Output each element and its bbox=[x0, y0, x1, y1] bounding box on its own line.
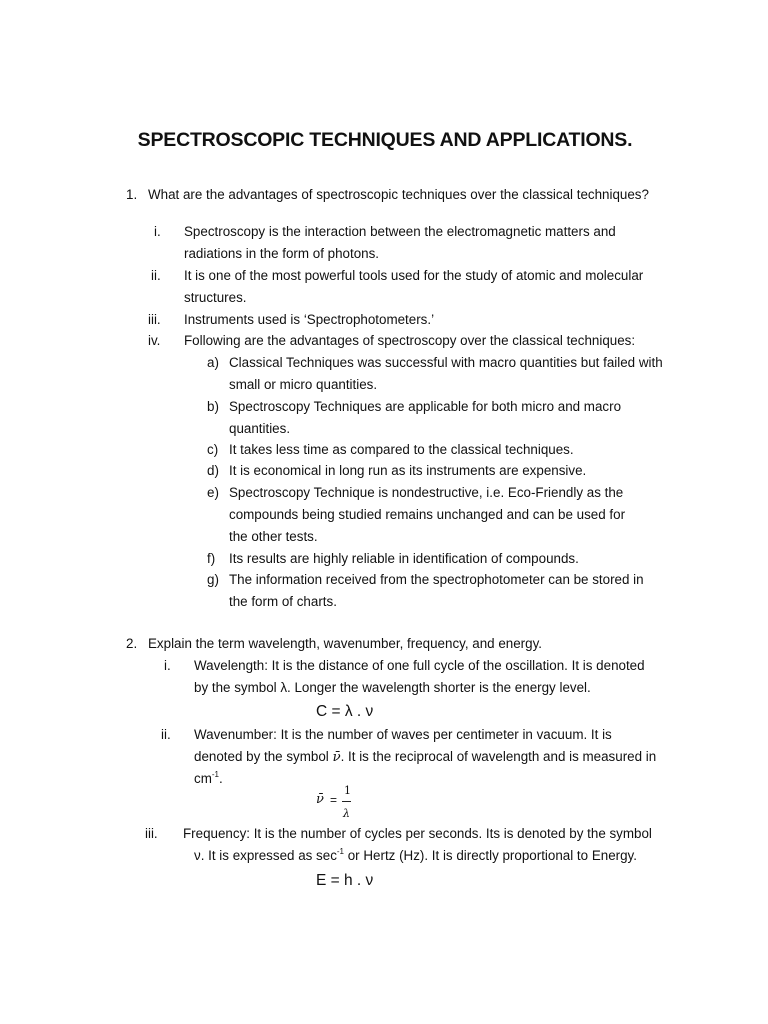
text-fragment: denoted by the symbol bbox=[194, 749, 333, 764]
fraction-denominator: λ bbox=[343, 807, 350, 820]
formula-wavelength: C = λ . ν bbox=[316, 703, 374, 720]
list-marker: iii. bbox=[148, 312, 161, 327]
superscript: -1 bbox=[336, 847, 345, 856]
sub-list-line: the other tests. bbox=[229, 529, 318, 544]
list-item-line bbox=[194, 847, 637, 865]
question-text: What are the advantages of spectroscopic techniques over the classical techniques? bbox=[148, 187, 649, 202]
list-item-line bbox=[194, 748, 656, 767]
list-item-line: Frequency: It is the number of cycles per seconds. Its is denoted by the symbol bbox=[183, 826, 652, 841]
list-marker: i. bbox=[154, 224, 161, 239]
list-item-line: by the symbol λ. Longer the wavelength shorter is the energy level. bbox=[194, 680, 591, 695]
page-title bbox=[0, 129, 768, 152]
sub-list-line: Classical Techniques was successful with macro quantities but failed with bbox=[229, 355, 663, 370]
list-marker: i. bbox=[164, 658, 171, 673]
list-item-line: Instruments used is ‘Spectrophotometers.’ bbox=[184, 312, 435, 327]
sub-list-line: Spectroscopy Techniques are applicable for both micro and macro bbox=[229, 399, 622, 414]
text-fragment: . It is the reciprocal of wavelength and is measured in bbox=[340, 749, 657, 764]
list-marker: ii. bbox=[151, 268, 161, 283]
fraction-bar bbox=[342, 801, 351, 802]
sub-list-marker: e) bbox=[207, 485, 219, 500]
page-title-text: SPECTROSCOPIC TECHNIQUES AND APPLICATIONS. bbox=[137, 129, 633, 151]
list-marker: iii. bbox=[145, 826, 158, 841]
text-fragment: cm bbox=[194, 771, 212, 786]
sub-list-line: quantities. bbox=[229, 421, 291, 436]
list-item-line bbox=[194, 770, 223, 788]
list-item-line: Wavelength: It is the distance of one full cycle of the oscillation. It is denoted bbox=[194, 658, 645, 673]
sub-list-marker: d) bbox=[207, 463, 219, 478]
wavenumber-symbol: ν̄ bbox=[332, 750, 341, 765]
sub-list-line: Its results are highly reliable in identification of compounds. bbox=[229, 551, 579, 566]
list-item-line: structures. bbox=[184, 290, 247, 305]
list-item-line: radiations in the form of photons. bbox=[184, 246, 380, 261]
formula-lhs: ν̄ bbox=[316, 792, 324, 807]
list-marker: iv. bbox=[148, 333, 161, 348]
sub-list-marker: f) bbox=[207, 551, 216, 566]
list-item-line: Following are the advantages of spectroscopy over the classical techniques: bbox=[184, 333, 636, 348]
sub-list-line: the form of charts. bbox=[229, 594, 337, 609]
sub-list-line: compounds being studied remains unchanged and can be used for bbox=[229, 507, 626, 522]
text-fragment: or Hertz (Hz). It is directly proportional to Energy. bbox=[344, 848, 637, 863]
sub-list-line: The information received from the spectrophotometer can be stored in bbox=[229, 572, 644, 587]
formula-energy: E = h . ν bbox=[316, 872, 374, 889]
sub-list-line: Spectroscopy Technique is nondestructive, i.e. Eco-Friendly as the bbox=[229, 485, 624, 500]
sub-list-line: It is economical in long run as its instruments are expensive. bbox=[229, 463, 587, 478]
list-item-line: Wavenumber: It is the number of waves per centimeter in vacuum. It is bbox=[194, 727, 612, 742]
question-number: 1. bbox=[126, 187, 138, 202]
list-marker: ii. bbox=[161, 727, 171, 742]
question-number: 2. bbox=[126, 636, 138, 651]
text-fragment: . bbox=[218, 771, 223, 786]
sub-list-marker: a) bbox=[207, 355, 219, 370]
formula-equals: = bbox=[330, 793, 338, 807]
text-fragment: ν. It is expressed as sec bbox=[194, 848, 337, 863]
question-text: Explain the term wavelength, wavenumber, frequency, and energy. bbox=[148, 636, 543, 651]
list-item-line: It is one of the most powerful tools used for the study of atomic and molecular bbox=[184, 268, 644, 283]
sub-list-marker: g) bbox=[207, 572, 219, 587]
list-item-line: Spectroscopy is the interaction between the electromagnetic matters and bbox=[184, 224, 616, 239]
sub-list-line: small or micro quantities. bbox=[229, 377, 378, 392]
sub-list-line: It takes less time as compared to the classical techniques. bbox=[229, 442, 574, 457]
formula-wavenumber bbox=[316, 784, 356, 824]
sub-list-marker: c) bbox=[207, 442, 219, 457]
fraction-numerator: 1 bbox=[344, 784, 351, 797]
sub-list-marker: b) bbox=[207, 399, 219, 414]
superscript: -1 bbox=[211, 770, 219, 779]
